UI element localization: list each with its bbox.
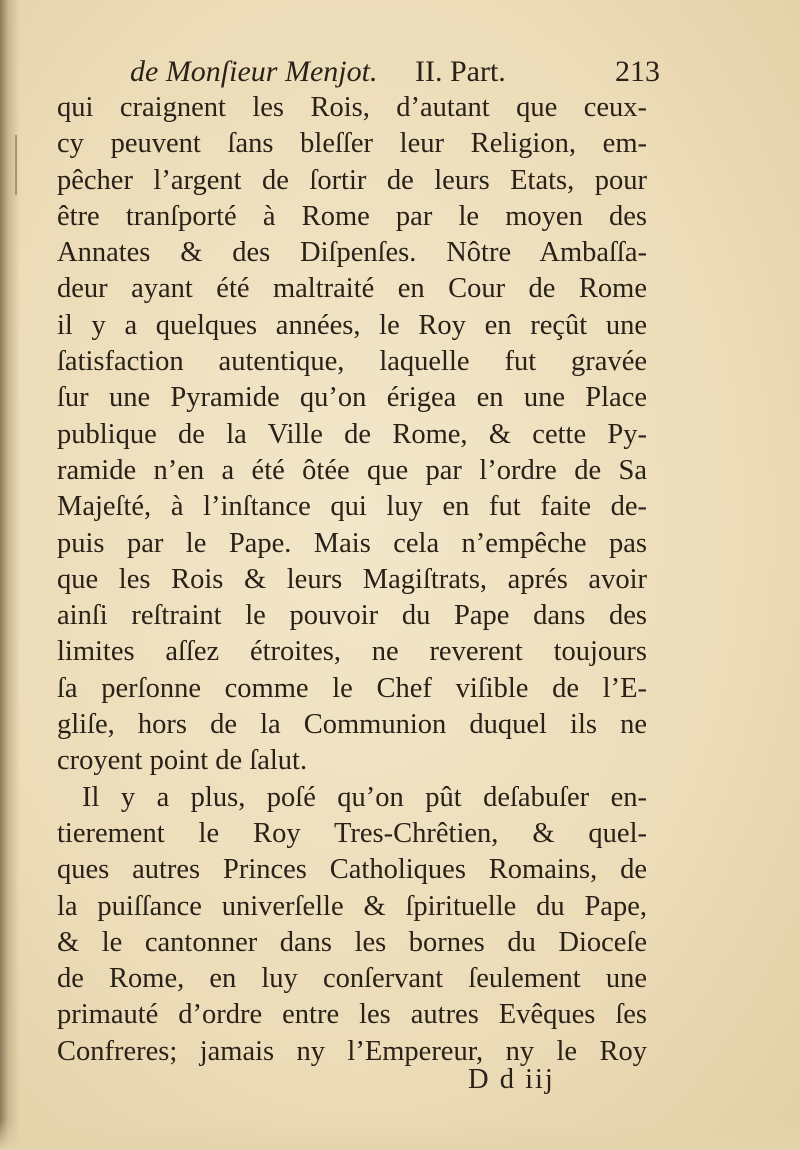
text-line: ques autres Princes Catholiques Romains, de [57, 854, 647, 886]
text-line: ſa perſonne comme le Chef viſible de l’E- [57, 672, 647, 704]
text-line: & le cantonner dans les bornes du Dioceſe [57, 926, 647, 958]
part-label: II. Part. [415, 55, 506, 88]
text-line: qui craignent les Rois, d’autant que ceux- [57, 92, 647, 123]
text-line: tierement le Roy Tres-Chrêtien, & quel- [57, 817, 647, 849]
text-line: que les Rois & leurs Magiſtrats, aprés avoir [57, 563, 647, 595]
running-header [130, 52, 660, 92]
text-line: deur ayant été maltraité en Cour de Rome [57, 273, 647, 305]
signature-mark: D d iij [468, 1064, 555, 1095]
text-line: ſatisfaction autentique, laquelle fut gravée [57, 346, 647, 378]
text-line: Confreres; jamais ny l’Empereur, ny le Roy [57, 1035, 647, 1067]
text-line: Majeſté, à l’inſtance qui luy en fut faite de- [57, 491, 647, 523]
text-line: pêcher l’argent de ſortir de leurs Etats, pour [57, 164, 647, 196]
text-line: Annates & des Diſpenſes. Nôtre Ambaſſa- [57, 237, 647, 269]
page-gutter-shadow [0, 0, 20, 1150]
page-number: 213 [615, 55, 660, 88]
text-line: Il y a plus, poſé qu’on pût deſabuſer en- [82, 781, 647, 813]
running-title: de Monſieur Menjot. [130, 55, 378, 88]
margin-mark [15, 135, 17, 195]
page-bottom-edge [0, 1120, 800, 1150]
text-line: gliſe, hors de la Communion duquel ils ne [57, 709, 647, 741]
text-line: cy peuvent ſans bleſſer leur Religion, em- [57, 128, 647, 160]
text-line: de Rome, en luy conſervant ſeulement une [57, 963, 647, 995]
text-line: ainſi reſtraint le pouvoir du Pape dans des [57, 600, 647, 632]
text-line: il y a quelques années, le Roy en reçût une [57, 309, 647, 341]
text-line: croyent point de ſalut. [57, 745, 308, 777]
text-line: ſur une Pyramide qu’on érigea en une Place [57, 382, 647, 414]
text-line: limites aſſez étroites, ne reverent toujours [57, 636, 647, 668]
text-line: être tranſporté à Rome par le moyen des [57, 200, 647, 232]
text-line: puis par le Pape. Mais cela n’empêche pas [57, 527, 647, 559]
text-line: publique de la Ville de Rome, & cette Py- [57, 418, 647, 450]
text-line: primauté d’ordre entre les autres Evêques ſes [57, 999, 647, 1031]
body-text [57, 90, 647, 1070]
text-line: ramide n’en a été ôtée que par l’ordre de Sa [57, 454, 647, 486]
text-line: la puiſſance univerſelle & ſpirituelle du Pape, [57, 890, 647, 922]
